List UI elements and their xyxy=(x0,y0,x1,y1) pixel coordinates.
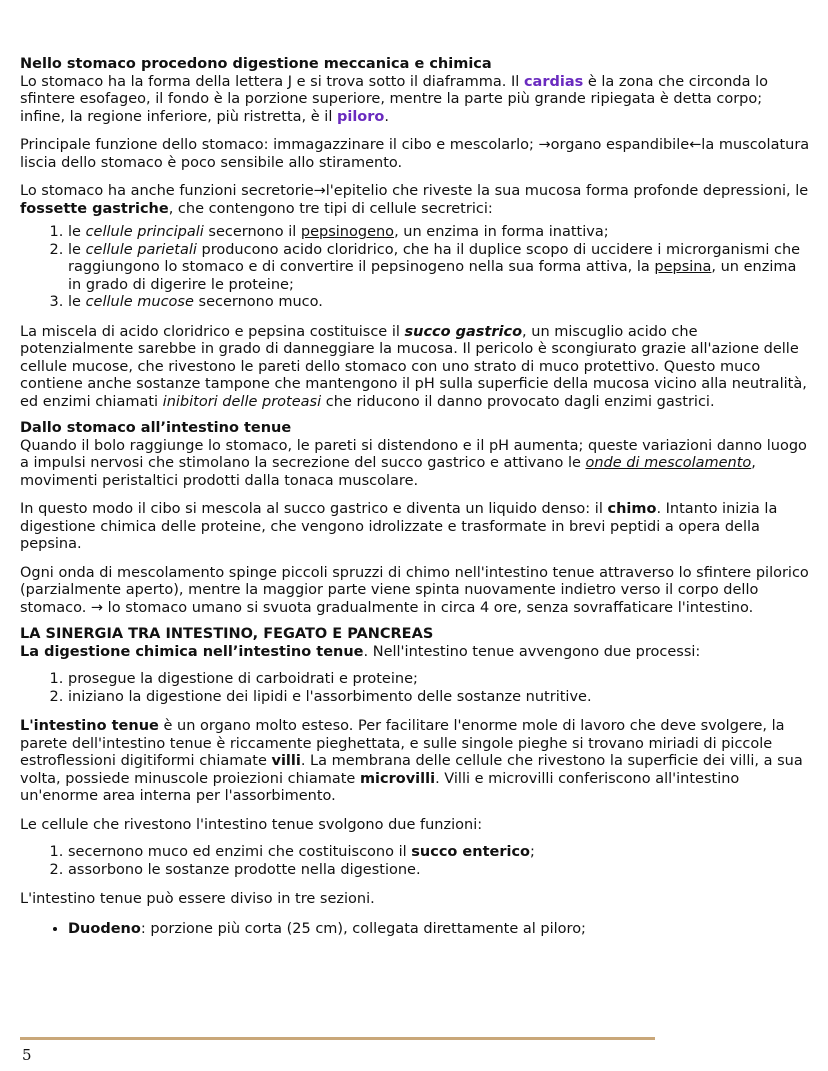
paragraph-intestino-tenue xyxy=(20,718,810,806)
text: le xyxy=(68,241,86,258)
text: secernono muco ed enzimi che costituiscono il xyxy=(68,844,412,860)
text: . Villi e microvilli conferiscono all'intestino un'enorme area interna per l'assorbimento. xyxy=(20,770,740,804)
section-heading-sinergia: LA SINERGIA TRA INTESTINO, FEGATO E PANCREAS xyxy=(20,626,434,642)
term-pepsina: pepsina xyxy=(654,259,712,275)
text: : porzione più corta (25 cm), collegata direttamente al piloro; xyxy=(140,920,586,937)
footer-divider xyxy=(20,1037,655,1040)
term-duodeno: Duodeno xyxy=(68,920,141,937)
paragraph-due-funzioni: Le cellule che rivestono l'intestino tenue svolgono due funzioni: xyxy=(20,816,483,833)
text: è un organo molto esteso. Per facilitare l'enorme mole di lavoro che deve svolgere, la parete dell'intestino tenue è riccamente pieghettata, e sulle singole pieghe si trovano miriadi di piccole estroflessioni digitiformi chiamate xyxy=(20,718,785,769)
page-number: 5 xyxy=(22,1046,32,1064)
text: In questo modo il cibo si mescola al succo gastrico e diventa un liquido denso: il xyxy=(20,501,608,517)
text: , che contengono tre tipi di cellule secretrici: xyxy=(168,200,493,217)
term-fossette-gastriche: fossette gastriche xyxy=(20,200,169,217)
list-item xyxy=(68,862,810,880)
text: , un miscuglio acido che potenzialmente sarebbe in grado di danneggiare la mucosa. Il pericolo è scongiurato grazie all'azione delle cellule mucose, che rivestono le pareti dello stomaco con uno strato di muco protettivo. Questo muco contiene anche sostanze tampone che mantengono il pH sulla superficie della mucosa vicino alla neutralità, ed enzimi chiamati xyxy=(20,323,807,410)
term-pepsinogeno: pepsinogeno xyxy=(300,224,395,240)
processi-list xyxy=(20,671,810,706)
cellule-list xyxy=(20,224,810,312)
list-item: 2. iniziano la digestione dei lipidi e l'assorbimento delle sostanze nutritive. xyxy=(68,689,810,707)
term-cellule-principali: cellule principali xyxy=(85,224,204,240)
term-onde-mescolamento: onde di mescolamento xyxy=(585,455,752,471)
text: Lo stomaco ha la forma della lettera J e si trova sotto il diaframma. Il xyxy=(20,73,524,90)
paragraph-tre-sezioni: L'intestino tenue può essere diviso in tre sezioni. xyxy=(20,891,375,907)
term-villi: villi xyxy=(271,753,301,769)
text: . La membrana delle cellule che rivestono la superficie dei villi, a sua volta, possiede minuscole proiezioni chiamate xyxy=(20,753,803,787)
term-cellule-mucose: cellule mucose xyxy=(85,294,194,310)
text: . Nell'intestino tenue avvengono due processi: xyxy=(363,643,701,660)
list-item xyxy=(68,921,810,939)
list-item xyxy=(68,844,810,862)
text: Lo stomaco ha anche funzioni secretorie→l'epitelio che riveste la sua mucosa forma profonde depressioni, le xyxy=(20,183,809,199)
text: le xyxy=(68,294,86,310)
paragraph-onda-mescolamento: Ogni onda di mescolamento spinge piccoli spruzzi di chimo nell'intestino tenue attraverso lo sfintere pilorico (parzialmente aperto), mentre la maggior parte viene spinta nuovamente indietro verso il corpo dello stomaco. → lo stomaco umano si svuota gradualmente in circa 4 ore, senza sovraffaticare l'intestino. xyxy=(20,564,809,616)
text: , movimenti peristaltici prodotti dalla tonaca muscolare. xyxy=(20,455,756,489)
term-inibitori-proteasi: inibitori delle proteasi xyxy=(162,393,322,410)
text: Quando il bolo raggiunge lo stomaco, le pareti si distendono e il pH aumenta; queste variazioni danno luogo a impulsi nervosi che stimolano la secrezione del succo gastrico e attivano le xyxy=(20,437,807,471)
sezioni-list xyxy=(20,921,810,939)
section-heading-stomaco: Nello stomaco procedono digestione meccanica e chimica xyxy=(20,56,492,72)
text: è la zona che circonda lo sfintere esofageo, il fondo è la porzione superiore, mentre la parte più grande ripiegata è detta corpo; infine, la regione inferiore, più ristretta, è il xyxy=(20,73,769,125)
term-piloro: piloro xyxy=(336,108,385,125)
list-item xyxy=(68,294,810,312)
paragraph-bolo xyxy=(20,438,810,491)
text: che riducono il danno provocato dagli enzimi gastrici. xyxy=(321,393,715,410)
term-chimo: chimo xyxy=(607,501,657,517)
text: . xyxy=(384,108,389,125)
text: , un enzima in forma inattiva; xyxy=(394,224,609,240)
term-intestino-tenue: L'intestino tenue xyxy=(20,718,159,734)
text: , un enzima in grado di digerire le proteine; xyxy=(68,259,797,293)
text: ; xyxy=(530,844,535,860)
paragraph-funzioni-secretorie xyxy=(20,183,810,218)
text: . Intanto inizia la digestione chimica delle proteine, che vengono idrolizzate e trasformate in brevi peptidi a opera della pepsina. xyxy=(20,501,778,552)
document-page xyxy=(20,56,810,938)
term-cellule-parietali: cellule parietali xyxy=(85,241,197,258)
paragraph-stomaco-forma xyxy=(20,74,810,127)
funzioni-list xyxy=(20,844,810,879)
section-heading-intestino: Dallo stomaco all’intestino tenue xyxy=(20,420,292,436)
paragraph-digestione-chimica xyxy=(20,644,810,662)
text: le xyxy=(68,224,86,240)
paragraph-funzione-stomaco: Principale funzione dello stomaco: immagazzinare il cibo e mescolarlo; →organo espandibile←la muscolatura liscia dello stomaco è poco sensibile allo stiramento. xyxy=(20,137,810,171)
paragraph-chimo xyxy=(20,501,810,554)
term-succo-gastrico: succo gastrico xyxy=(404,323,523,340)
term-succo-enterico: succo enterico xyxy=(411,844,531,860)
list-item xyxy=(68,242,810,295)
text: secernono muco. xyxy=(193,294,323,310)
text: La miscela di acido cloridrico e pepsina costituisce il xyxy=(20,323,405,340)
paragraph-succo-gastrico xyxy=(20,324,810,412)
term-microvilli: microvilli xyxy=(359,770,436,787)
text: assorbono le sostanze prodotte nella digestione. xyxy=(68,861,421,878)
text: secernono il xyxy=(203,224,301,240)
subheading-digestione-chimica: La digestione chimica nell’intestino tenue xyxy=(20,643,364,660)
text: producono acido cloridrico, che ha il duplice scopo di uccidere i microrganismi che raggiungono lo stomaco e di convertire il pepsinogeno nella sua forma attiva, la xyxy=(68,241,801,275)
list-item: 1. prosegue la digestione di carboidrati e proteine; xyxy=(68,671,810,689)
term-cardias: cardias xyxy=(523,73,584,90)
list-item xyxy=(68,224,810,242)
